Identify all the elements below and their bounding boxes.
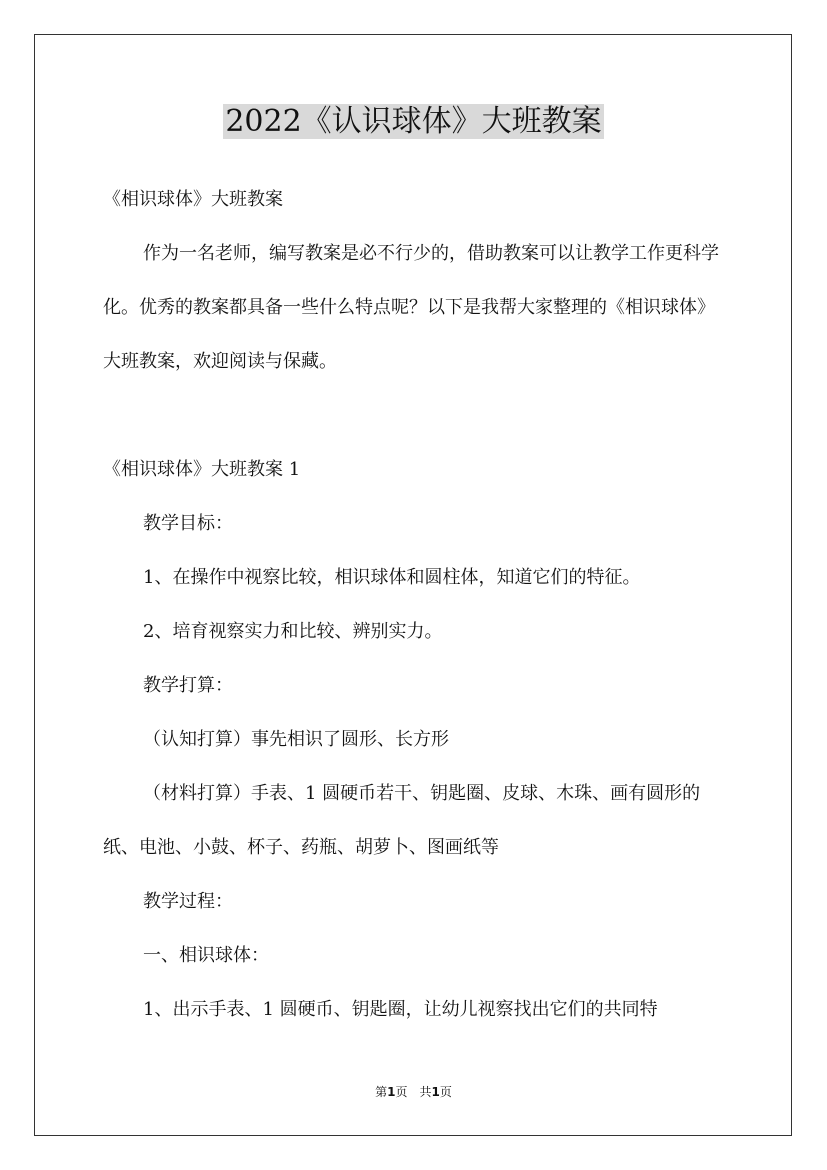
footer-middle: 页 共 [395,1085,432,1099]
paragraph: 教学过程： [143,891,233,912]
paragraph: 一、相识球体： [143,945,269,966]
footer-page-total: 1 [431,1085,440,1099]
document-title [0,100,827,144]
paragraph: 1、在操作中视察比较，相识球体和圆柱体，知道它们的特征。 [143,567,641,588]
section-heading: 《相识球体》大班教案 1 [103,459,301,480]
document-subtitle: 《相识球体》大班教案 [103,189,283,210]
document-body [103,173,728,1037]
intro-paragraph: 作为一名老师，编写教案是必不行少的，借助教案可以让教学工作更科学化。优秀的教案都具备一些什么特点呢？以下是我帮大家整理的《相识球体》大班教案，欢迎阅读与保藏。 [103,243,719,372]
footer-prefix: 第 [375,1085,388,1099]
paragraph: （材料打算）手表、1 圆硬币若干、钥匙圈、皮球、木珠、画有圆形的纸、电池、小鼓、杯子、药瓶、胡萝卜、图画纸等 [103,783,701,858]
paragraph: 2、培育视察实力和比较、辨别实力。 [143,621,443,642]
footer-suffix: 页 [439,1085,452,1099]
paragraph: 教学打算： [143,675,233,696]
document-title-text: 2022《认识球体》大班教案 [225,104,602,139]
footer-page-number: 1 [387,1085,396,1099]
paragraph: 教学目标： [143,513,233,534]
paragraph: （认知打算）事先相识了圆形、长方形 [143,729,449,750]
paragraph: 1、出示手表、1 圆硬币、钥匙圈，让幼儿视察找出它们的共同特 [143,999,658,1020]
page-footer [0,1083,827,1101]
blank-line [103,389,728,443]
